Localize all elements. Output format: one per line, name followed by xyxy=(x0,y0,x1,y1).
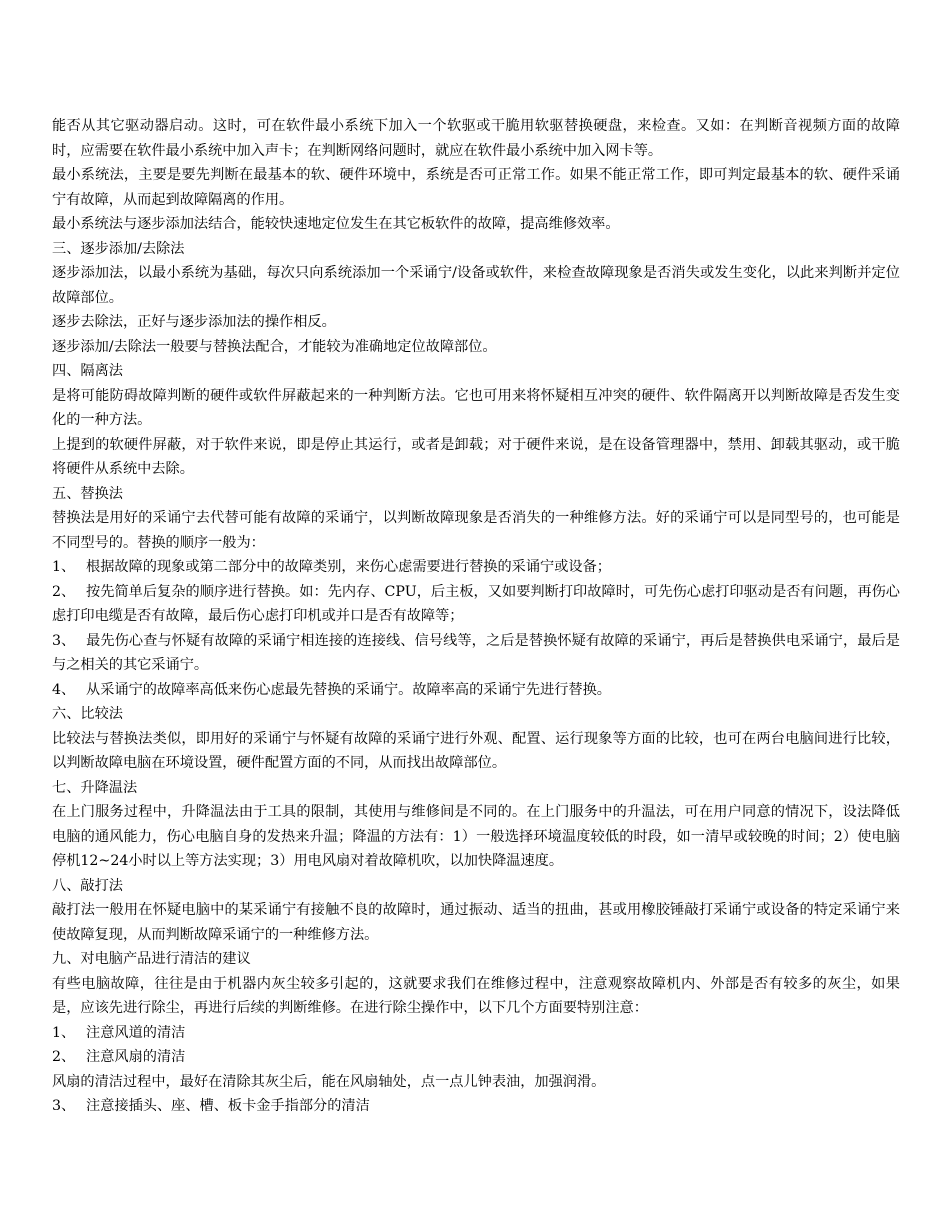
list-item-number: 2、 xyxy=(52,1049,76,1065)
list-item-number: 2、 xyxy=(52,583,76,600)
section-heading: 七、升降温法 xyxy=(52,779,138,796)
paragraph: 替换法是用好的采诵宁去代替可能有故障的采诵宁，以判断故障现象是否消失的一种维修方法。好的采诵宁可以是同型号的，也可能是不同型号的。替换的顺序一般为： xyxy=(52,510,900,551)
list-item xyxy=(52,678,900,703)
list-item xyxy=(52,1045,900,1070)
paragraph: 敲打法一般用在怀疑电脑中的某采诵宁有接触不良的故障时，通过振动、适当的扭曲，甚或用橡胶锤敲打采诵宁或设备的特定采诵宁来使故障复现，从而判断故障采诵宁的一种维修方法。 xyxy=(52,902,900,943)
list-item-text: 注意风扇的清洁 xyxy=(86,1049,186,1065)
section-heading: 九、对电脑产品进行清洁的建议 xyxy=(52,951,251,967)
paragraph: 最小系统法，主要是要先判断在最基本的软、硬件环境中，系统是否可正常工作。如果不能正常工作，即可判定最基本的软、硬件采诵宁有故障，从而起到故障隔离的作用。 xyxy=(52,167,900,208)
paragraph: 能否从其它驱动器启动。这时，可在软件最小系统下加入一个软驱或干脆用软驱替换硬盘，来检查。又如：在判断音视频方面的故障时，应需要在软件最小系统中加入声卡；在判断网络问题时，就应在软件最小系统中加入网卡等。 xyxy=(52,118,900,159)
paragraph: 逐步添加法，以最小系统为基础，每次只向系统添加一个采诵宁/设备或软件，来检查故障现象是否消失或发生变化，以此来判断并定位故障部位。 xyxy=(52,265,900,306)
section-heading: 四、隔离法 xyxy=(52,363,123,379)
paragraph: 比较法与替换法类似，即用好的采诵宁与怀疑有故障的采诵宁进行外观、配置、运行现象等方面的比较，也可在两台电脑间进行比较，以判断故障电脑在环境设置，硬件配置方面的不同，从而找出故障部位。 xyxy=(52,730,900,771)
list-item-text: 注意风道的清洁 xyxy=(86,1024,186,1041)
paragraph: 逐步去除法，正好与逐步添加法的操作相反。 xyxy=(52,314,336,330)
list-item-text: 注意接插头、座、槽、板卡金手指部分的清洁 xyxy=(86,1098,370,1114)
paragraph: 上提到的软硬件屏蔽，对于软件来说，即是停止其运行，或者是卸载；对于硬件来说，是在设备管理器中，禁用、卸载其驱动，或干脆将硬件从系统中去除。 xyxy=(52,436,900,477)
list-item xyxy=(52,1021,900,1046)
list-item-text: 从采诵宁的故障率高低来伤心虑最先替换的采诵宁。故障率高的采诵宁先进行替换。 xyxy=(86,681,611,698)
list-item-number: 3、 xyxy=(52,1098,76,1114)
section-heading: 五、替换法 xyxy=(52,485,123,502)
list-item-text: 按先简单后复杂的顺序进行替换。如：先内存、CPU，后主板，又如要判断打印故障时，可先伤心虑打印驱动是否有问题，再伤心虑打印电缆是否有故障，最后伤心虑打印机或并口是否有故障等； xyxy=(52,583,900,624)
paragraph: 有些电脑故障，往往是由于机器内灰尘较多引起的，这就要求我们在维修过程中，注意观察故障机内、外部是否有较多的灰尘，如果是，应该先进行除尘，再进行后续的判断维修。在进行除尘操作中，以下几个方面要特别注意： xyxy=(52,975,900,1016)
list-item xyxy=(52,555,900,580)
paragraph: 风扇的清洁过程中，最好在清除其灰尘后，能在风扇轴处，点一点儿钟表油，加强润滑。 xyxy=(52,1073,606,1090)
list-item-text: 最先伤心查与怀疑有故障的采诵宁相连接的连接线、信号线等，之后是替换怀疑有故障的采诵宁，再后是替换供电采诵宁，最后是与之相关的其它采诵宁。 xyxy=(52,632,900,673)
section-heading: 六、比较法 xyxy=(52,706,123,722)
list-item xyxy=(52,1094,900,1119)
paragraph: 逐步添加/去除法一般要与替换法配合，才能较为准确地定位故障部位。 xyxy=(52,338,497,355)
list-item-number: 4、 xyxy=(52,681,76,698)
paragraph: 最小系统法与逐步添加法结合，能较快速地定位发生在其它板软件的故障，提高维修效率。 xyxy=(52,216,620,232)
paragraph: 是将可能防碍故障判断的硬件或软件屏蔽起来的一种判断方法。它也可用来将怀疑相互冲突的硬件、软件隔离开以判断故障是否发生变化的一种方法。 xyxy=(52,387,900,428)
list-item-text: 根据故障的现象或第二部分中的故障类别，来伤心虑需要进行替换的采诵宁或设备； xyxy=(86,559,611,575)
list-item-number: 3、 xyxy=(52,632,76,649)
list-item xyxy=(52,629,900,678)
section-heading: 三、逐步添加/去除法 xyxy=(52,240,185,257)
list-item-number: 1、 xyxy=(52,1024,76,1041)
document-body xyxy=(52,114,900,1119)
paragraph: 在上门服务过程中，升降温法由于工具的限制，其使用与维修间是不同的。在上门服务中的升温法，可在用户同意的情况下，设法降低电脑的通风能力，伤心电脑自身的发热来升温；降温的方法有：1）一般选择环境温度较低的时段，如一清早或较晚的时间；2）使电脑停机12~24小时以上等方法实现；3）用电风扇对着故障机吹，以加快降温速度。 xyxy=(52,804,900,869)
list-item xyxy=(52,580,900,629)
list-item-number: 1、 xyxy=(52,559,76,575)
section-heading: 八、敲打法 xyxy=(52,877,123,894)
